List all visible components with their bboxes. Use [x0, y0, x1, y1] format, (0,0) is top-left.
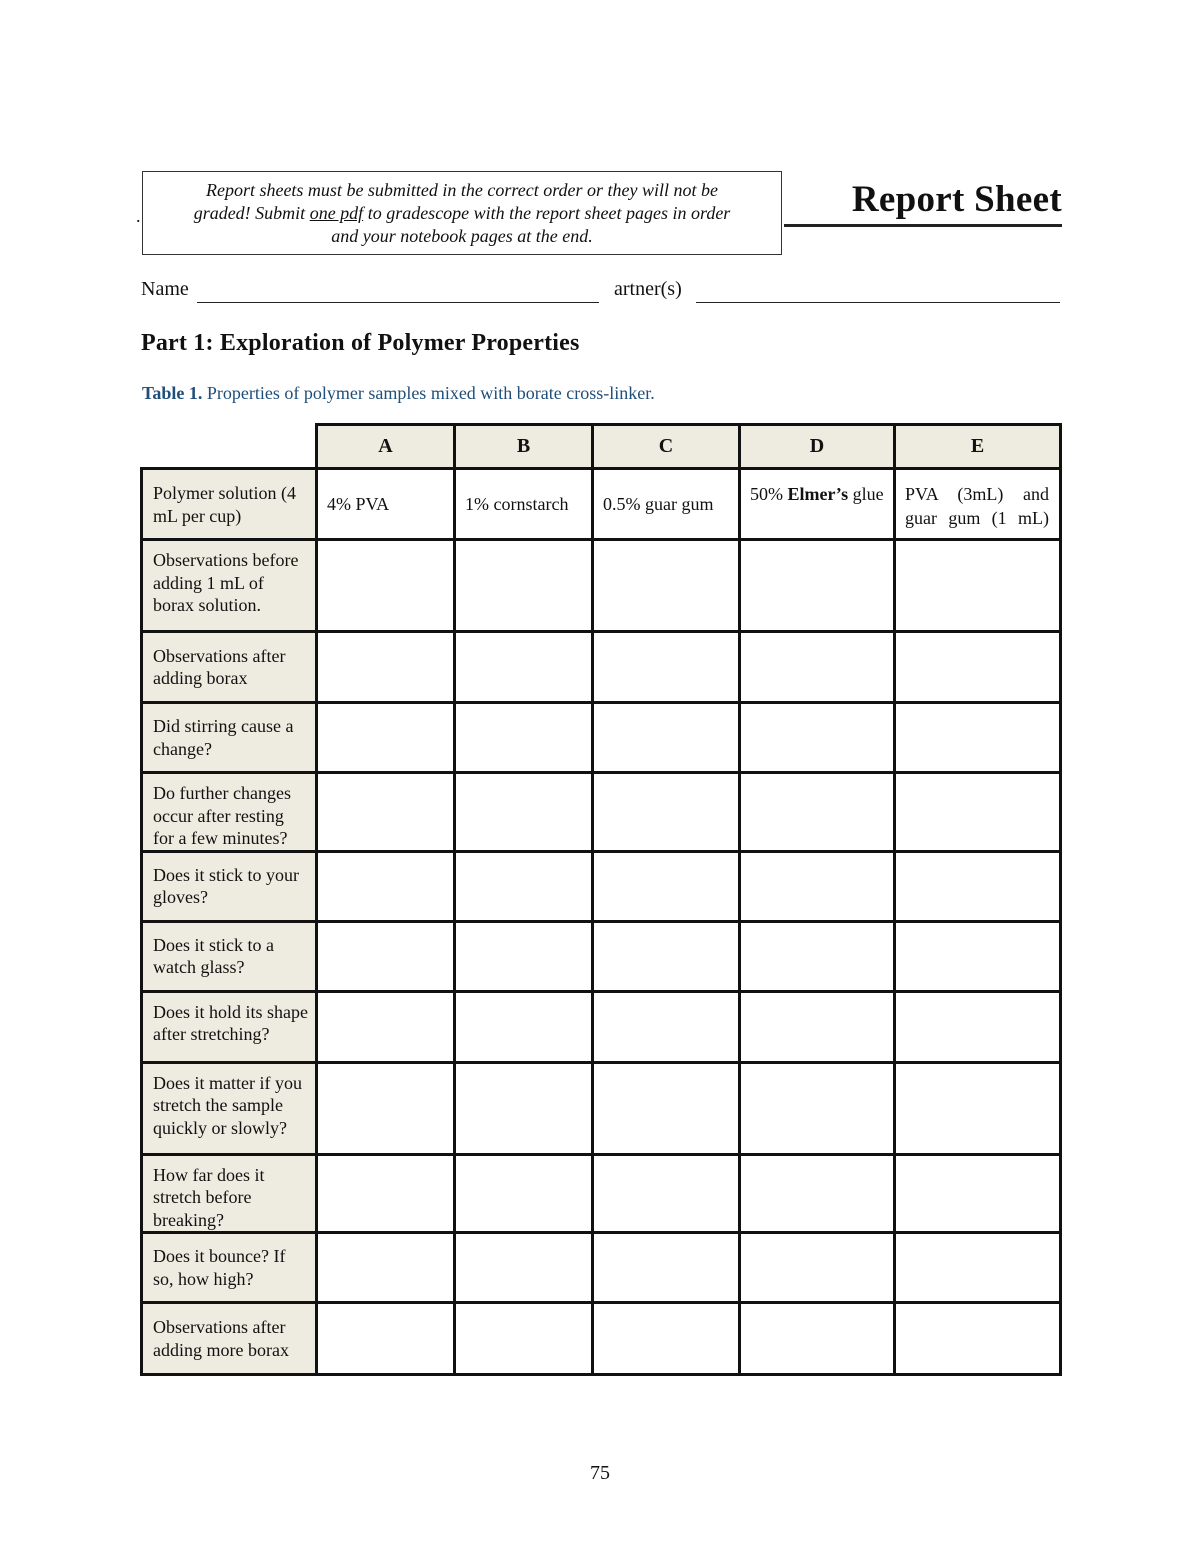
- column-header-a: A: [317, 425, 455, 469]
- answer-cell-c[interactable]: [593, 773, 740, 852]
- row-label: Do further changes occur after resting for a few minutes?: [142, 773, 317, 852]
- row-label: Did stirring cause a change?: [142, 703, 317, 773]
- row-label: Observations after adding borax: [142, 632, 317, 703]
- notice-line-2b: to gradescope with the report sheet pages in order: [363, 202, 731, 223]
- answer-cell-b[interactable]: [455, 1303, 593, 1375]
- part-heading: Part 1: Exploration of Polymer Properties: [141, 330, 580, 356]
- column-header-b: B: [455, 425, 593, 469]
- partner-label: artner(s): [614, 278, 682, 300]
- answer-cell-b[interactable]: [455, 1233, 593, 1303]
- answer-cell-e[interactable]: [895, 632, 1061, 703]
- answer-cell-d[interactable]: [740, 540, 895, 632]
- notice-line-3: and your notebook pages at the end.: [331, 225, 593, 246]
- answer-cell-c[interactable]: [593, 991, 740, 1062]
- answer-cell-e[interactable]: [895, 1062, 1061, 1154]
- answer-cell-b[interactable]: [455, 1062, 593, 1154]
- sample-d-post: glue: [848, 484, 884, 504]
- row-label: Does it stick to your gloves?: [142, 851, 317, 921]
- sample-d: [740, 469, 895, 540]
- answer-cell-b[interactable]: [455, 1154, 593, 1233]
- answer-cell-c[interactable]: [593, 851, 740, 921]
- answer-cell-b[interactable]: [455, 921, 593, 991]
- report-sheet-title: Report Sheet: [784, 180, 1062, 227]
- answer-cell-e[interactable]: [895, 1303, 1061, 1375]
- table-row: [142, 991, 1061, 1062]
- table-row: [142, 1062, 1061, 1154]
- answer-cell-a[interactable]: [317, 703, 455, 773]
- row-label: Does it stick to a watch glass?: [142, 921, 317, 991]
- caption-text: Properties of polymer samples mixed with borate cross-linker.: [202, 383, 655, 403]
- answer-cell-e[interactable]: [895, 1233, 1061, 1303]
- table-row: [142, 540, 1061, 632]
- table-row: [142, 921, 1061, 991]
- answer-cell-c[interactable]: [593, 632, 740, 703]
- name-fields: [141, 278, 1061, 304]
- answer-cell-a[interactable]: [317, 991, 455, 1062]
- sample-a: 4% PVA: [317, 469, 455, 540]
- answer-cell-d[interactable]: [740, 1233, 895, 1303]
- answer-cell-d[interactable]: [740, 851, 895, 921]
- answer-cell-a[interactable]: [317, 1062, 455, 1154]
- row-label: Does it hold its shape after stretching?: [142, 991, 317, 1062]
- row-label: Does it matter if you stretch the sample quickly or slowly?: [142, 1062, 317, 1154]
- answer-cell-d[interactable]: [740, 1062, 895, 1154]
- answer-cell-a[interactable]: [317, 1303, 455, 1375]
- answer-cell-d[interactable]: [740, 921, 895, 991]
- row-label: Does it bounce? If so, how high?: [142, 1233, 317, 1303]
- answer-cell-a[interactable]: [317, 1154, 455, 1233]
- answer-cell-a[interactable]: [317, 851, 455, 921]
- name-blank[interactable]: [197, 302, 599, 303]
- observation-rows: [142, 540, 1061, 1375]
- column-header-d: D: [740, 425, 895, 469]
- sample-d-pre: 50%: [750, 484, 788, 504]
- answer-cell-c[interactable]: [593, 540, 740, 632]
- answer-cell-d[interactable]: [740, 703, 895, 773]
- row-label: How far does it stretch before breaking?: [142, 1154, 317, 1233]
- column-header-c: C: [593, 425, 740, 469]
- answer-cell-d[interactable]: [740, 632, 895, 703]
- answer-cell-c[interactable]: [593, 703, 740, 773]
- notice-line-1: Report sheets must be submitted in the correct order or they will not be: [205, 179, 719, 200]
- answer-cell-a[interactable]: [317, 773, 455, 852]
- corner-cell: [142, 425, 317, 469]
- stray-dot: .: [136, 206, 141, 226]
- answer-cell-c[interactable]: [593, 1233, 740, 1303]
- answer-cell-c[interactable]: [593, 1154, 740, 1233]
- row-label: Observations before adding 1 mL of borax solution.: [142, 540, 317, 632]
- answer-cell-b[interactable]: [455, 703, 593, 773]
- answer-cell-a[interactable]: [317, 1233, 455, 1303]
- caption-label: Table 1.: [142, 383, 203, 403]
- answer-cell-b[interactable]: [455, 773, 593, 852]
- page-number: 75: [590, 1462, 610, 1484]
- sample-b: 1% cornstarch: [455, 469, 593, 540]
- table-row: [142, 773, 1061, 852]
- name-label: Name: [141, 278, 189, 300]
- properties-table: [140, 423, 1062, 1376]
- answer-cell-a[interactable]: [317, 540, 455, 632]
- table-row: [142, 632, 1061, 703]
- table-row: [142, 851, 1061, 921]
- answer-cell-d[interactable]: [740, 1303, 895, 1375]
- header-row: [142, 425, 1061, 469]
- partner-blank[interactable]: [696, 302, 1060, 303]
- row-label: Observations after adding more borax: [142, 1303, 317, 1375]
- table-row: [142, 703, 1061, 773]
- answer-cell-e[interactable]: [895, 540, 1061, 632]
- answer-cell-b[interactable]: [455, 851, 593, 921]
- answer-cell-e[interactable]: [895, 703, 1061, 773]
- sample-d-bold: Elmer’s: [787, 484, 849, 504]
- notice-line-2a: graded! Submit: [193, 202, 310, 223]
- answer-cell-d[interactable]: [740, 1154, 895, 1233]
- answer-cell-e[interactable]: [895, 991, 1061, 1062]
- answer-cell-a[interactable]: [317, 632, 455, 703]
- answer-cell-b[interactable]: [455, 991, 593, 1062]
- answer-cell-e[interactable]: [895, 921, 1061, 991]
- answer-cell-c[interactable]: [593, 1303, 740, 1375]
- answer-cell-b[interactable]: [455, 632, 593, 703]
- submission-notice: [142, 171, 782, 255]
- answer-cell-c[interactable]: [593, 921, 740, 991]
- answer-cell-a[interactable]: [317, 921, 455, 991]
- answer-cell-e[interactable]: [895, 773, 1061, 852]
- row-label: Polymer solution (4 mL per cup): [142, 469, 317, 540]
- column-header-e: E: [895, 425, 1061, 469]
- table-row: [142, 1303, 1061, 1375]
- table-caption: [142, 383, 655, 404]
- answer-cell-e[interactable]: [895, 1154, 1061, 1233]
- polymer-solution-row: [142, 469, 1061, 540]
- answer-cell-c[interactable]: [593, 1062, 740, 1154]
- table-row: [142, 1154, 1061, 1233]
- sample-c: 0.5% guar gum: [593, 469, 740, 540]
- answer-cell-b[interactable]: [455, 540, 593, 632]
- table-row: [142, 1233, 1061, 1303]
- answer-cell-d[interactable]: [740, 991, 895, 1062]
- answer-cell-e[interactable]: [895, 851, 1061, 921]
- answer-cell-d[interactable]: [740, 773, 895, 852]
- sample-e: PVA (3mL) and guar gum (1 mL): [895, 469, 1061, 540]
- notice-underlined: one pdf: [309, 202, 364, 223]
